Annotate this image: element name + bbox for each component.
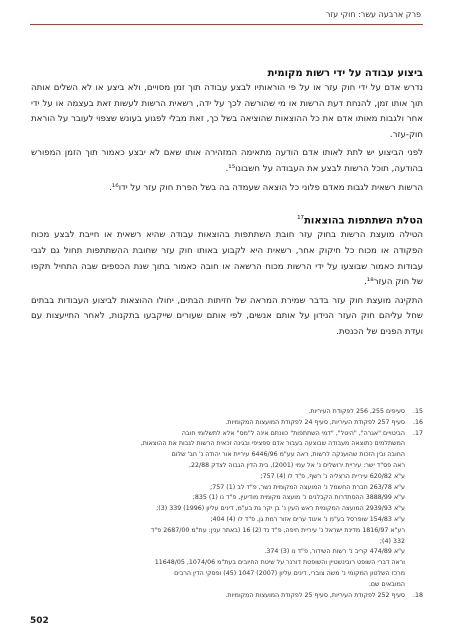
- footnote-line: וראה דברי השופט רובינשטיין והשופטת דורנר על שיטת החיובים בעת"מ 1074/06, 11648/05: [154, 559, 405, 567]
- section-2-title-text: הטלת השתתפות בהוצאות: [304, 215, 423, 227]
- footnote-line: סעיף 252 לפקודת העיריות, סעיף 25 לפקודת המועצות המקומיות.: [225, 591, 405, 599]
- footnote-number: 15.: [412, 408, 423, 415]
- footnote-line: ע"א 474/89 קריב נ' רשות השידור, פ"ד נו (3) 374.: [264, 548, 405, 556]
- footnote-line: סעיף 257 לפקודת העיריות, סעיף 24 לפקודת המועצות המקומיות.: [225, 418, 405, 426]
- footnote: [31, 591, 423, 602]
- footnotes: [31, 407, 423, 601]
- footnote-number: 16.: [412, 418, 423, 426]
- footnote-ref[interactable]: 17: [297, 215, 305, 222]
- page-number: 502: [30, 616, 49, 626]
- header-rule: [30, 24, 423, 25]
- footnote-line: ע"א 620/82 עיריית הרצליה נ' רשף, פ"ד לו (4) 757;: [260, 472, 405, 480]
- footnote-line: ע"א 3888/99 ההסתדרות הקבלנים נ' מועצה מקומית מודיעין, פ"ד נו (1) 835;: [192, 494, 405, 502]
- footnote-line: ע"א 154/83 שופרסל בע"מ נ' איגוד ערים אזור רמת גן, פ"ד לו (4) 404;: [210, 515, 405, 523]
- footnote-line: המובאים שם.: [368, 580, 405, 588]
- footnote-text: [31, 418, 405, 429]
- footnote-text: [31, 591, 405, 602]
- footnote-line: החובה ובין הזכות שהוענקה לרשות, ראה עע"מ 6446/96 עיריית אור יהודה נ' חב' שלום: [171, 451, 405, 459]
- footnote-line: 332 (4);: [379, 537, 405, 545]
- footnote: [31, 418, 423, 429]
- footnote-text: [31, 429, 405, 591]
- section-1-title: ביצוע עבודה על ידי רשות מקומית: [267, 68, 423, 79]
- footnote: [31, 429, 423, 591]
- running-header: פרק ארבעה עשר: חוקי עזר: [325, 10, 421, 19]
- footnote-number: 18.: [412, 591, 423, 599]
- main-content: [31, 66, 423, 344]
- footnote-number: 17.: [412, 429, 423, 437]
- footnote-line: מרכז השלטון המקומי נ' משה צוברי, דינים עליון (2007) 1047 (45) ופסקי הדין הרבים: [174, 569, 405, 577]
- footnote-line: ראה פס"ד ישר: עיריית ירושלים נ' אל עמי (2001), בית הדין הגבוה לצדק 22/88,: [188, 461, 405, 469]
- footnote-line: סעיפים 255, 256 לפקודת העיריות.: [308, 408, 405, 415]
- section-1-paragraph: הרשות רשאית לגבות מאדם פלוני כל הוצאה שעמדה בה בשל הפרת חוק עזר על ידו¹⁶.: [109, 182, 423, 193]
- section-2-paragraph: הטילה מועצת הרשות בחוק עזר חובת השתתפות בהוצאות עבודה שהיא רשאית או חייבת לבצע מכוח הפקודה או מכוח כל חיקוק אחר, רשאית היא לקבוע באותו חוק עזר שחובת ההשתתפות תחול גם לגבי עבודות כאמור שבוצעו על ידי הרשות מכוח הרשאה או חובה כאמור בתוך שנת הכספים שבה התחיל תקפו של חוק העזר¹⁸.: [31, 230, 423, 288]
- section-2-title: [31, 211, 423, 228]
- footnote-text: [31, 407, 405, 418]
- footnote-line: המשתלמים כתוצאה מעבודה שבוצעה בעבור אדם ספציפי ובגינה זכאית הרשות לגבות את ההוצאות,: [140, 440, 405, 448]
- footnote-line: הביטויים "אגרה", "היטל", "דמי השתתפות" כוונתם אינה ל"מס" אלא לתשלומי חובה: [181, 429, 405, 437]
- footnote-line: רע"א 1816/97 מדינת ישראל נ' עיריית חיפה, פ"ד נד (2) 16 (באתר ענין: עת"מ 2687/00 פ"ד: [150, 526, 405, 534]
- section-1-paragraph: נדרש אדם על ידי חוק עזר או על פי הוראותיו לבצע עבודה תוך זמן מסויים, ולא ביצע או לא השלים אותה תוך אותו זמן, להנחת דעת הרשות או מי שהורשה לכך על ידה, רשאית הרשות לעשות זאת בעצמה או על ידי אחר ולגבות מאותו אדם את כל ההוצאות שהוציאה בשל כך, זאת מבלי לפגוע בעונש שצפוי לעובר על הוראת חוק-עזר.: [31, 83, 423, 140]
- footnote: [31, 407, 423, 418]
- section-1-paragraph: לפני הביצוע יש לתת לאותו אדם הודעה מתאימה המזהירה אותו שאם לא יבצע כאמור תוך הזמן המפורש בהודעה, תוכל הרשות לבצע את העבודה על חשבונו¹⁵.: [31, 148, 423, 174]
- footnote-line: ע"א 2939/93 המועצה המקומית ראש העין נ' בן יקר גת בע"מ, דינים עליון (1996) 339 (3);: [156, 505, 405, 513]
- footnote-line: ע"א 263/78 חברת החשמל נ' המועצה המקומית נשר, פ"ד לב (1) 757;: [210, 483, 405, 491]
- section-2-paragraph: התקינה מועצת חוק עזר בדבר שמירת המראה של חזיתות הבתים, יחולו ההוצאות לביצוע העבודות בבתים שחל עליהם חוק העזר הנידון על אותם אנשים, לפי אותם שעורים שייקבעו בתקנות, לאחר התייעצות עם ועדת הפנים של הכנסת.: [31, 295, 423, 338]
